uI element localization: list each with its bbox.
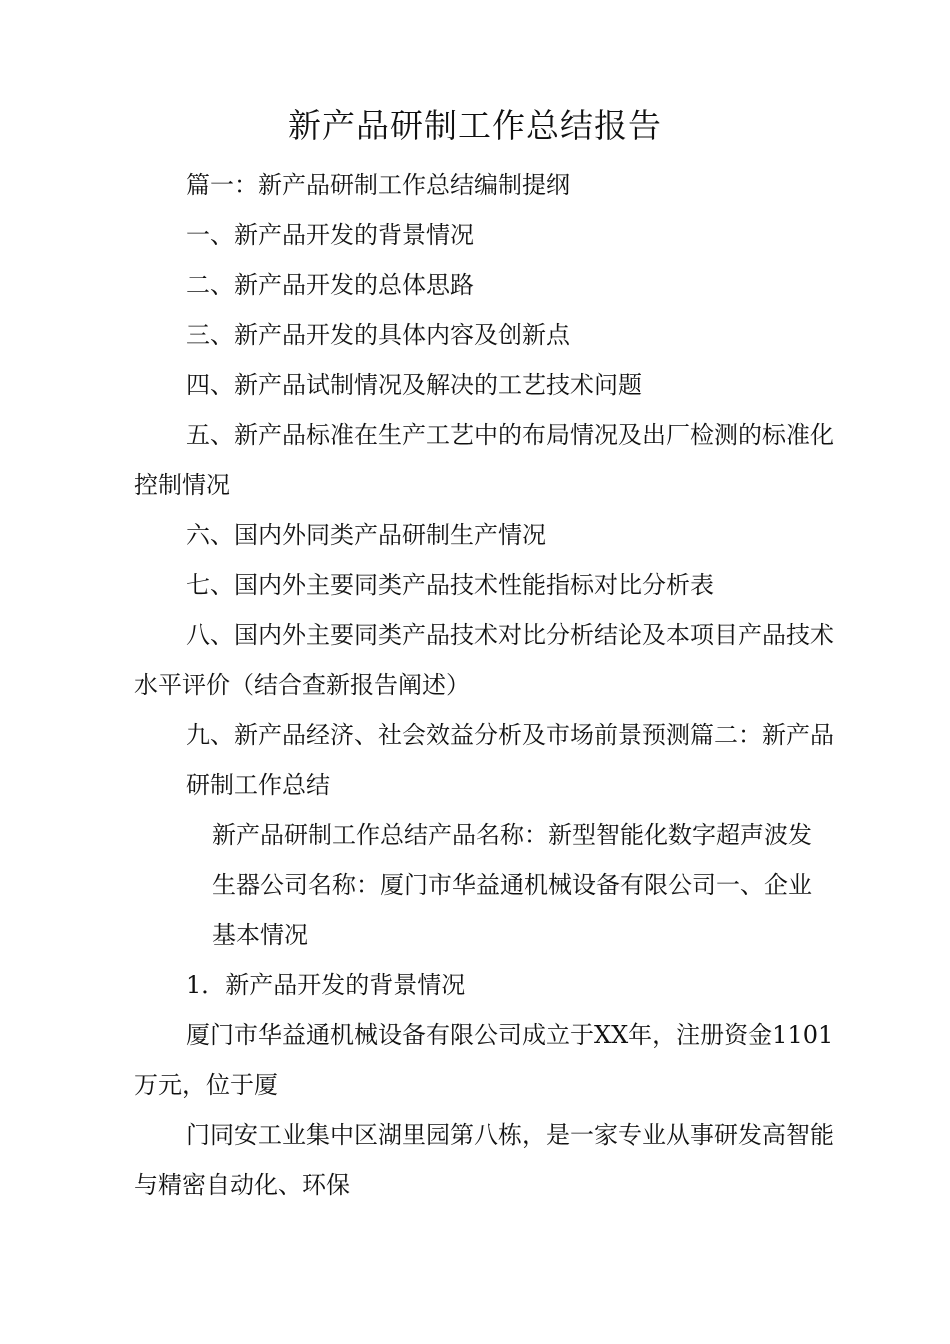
outline-item-1: 一、新产品开发的背景情况: [186, 221, 474, 249]
product-info: 新产品研制工作总结产品名称：新型智能化数字超声波发生器公司名称：厦门市华益通机械设备有限公司一、企业基本情况: [212, 821, 812, 949]
outline-item-8: 八、国内外主要同类产品技术对比分析结论及本项目产品技术水平评价（结合查新报告阐述）: [134, 621, 834, 699]
document-title: 新产品研制工作总结报告: [288, 106, 662, 145]
outline-item-3: 三、新产品开发的具体内容及创新点: [186, 321, 570, 349]
outline-item-2: 二、新产品开发的总体思路: [186, 271, 474, 299]
body-paragraph-2: 门同安工业集中区湖里园第八栋，是一家专业从事研发高智能与精密自动化、环保: [134, 1121, 834, 1199]
outline-item-4: 四、新产品试制情况及解决的工艺技术问题: [186, 371, 642, 399]
outline-item-5: 五、新产品标准在生产工艺中的布局情况及出厂检测的标准化控制情况: [134, 421, 834, 499]
outline-item-9: 九、新产品经济、社会效益分析及市场前景预测篇二：新产品研制工作总结: [186, 721, 834, 799]
section-heading-1: 1．新产品开发的背景情况: [186, 971, 466, 999]
document-body: [134, 160, 834, 1210]
outline-heading: 篇一：新产品研制工作总结编制提纲: [186, 171, 570, 199]
body-paragraph-1: 厦门市华益通机械设备有限公司成立于XX年，注册资金1101万元，位于厦: [134, 1021, 834, 1099]
outline-item-6: 六、国内外同类产品研制生产情况: [186, 521, 546, 549]
outline-item-7: 七、国内外主要同类产品技术性能指标对比分析表: [186, 571, 714, 599]
